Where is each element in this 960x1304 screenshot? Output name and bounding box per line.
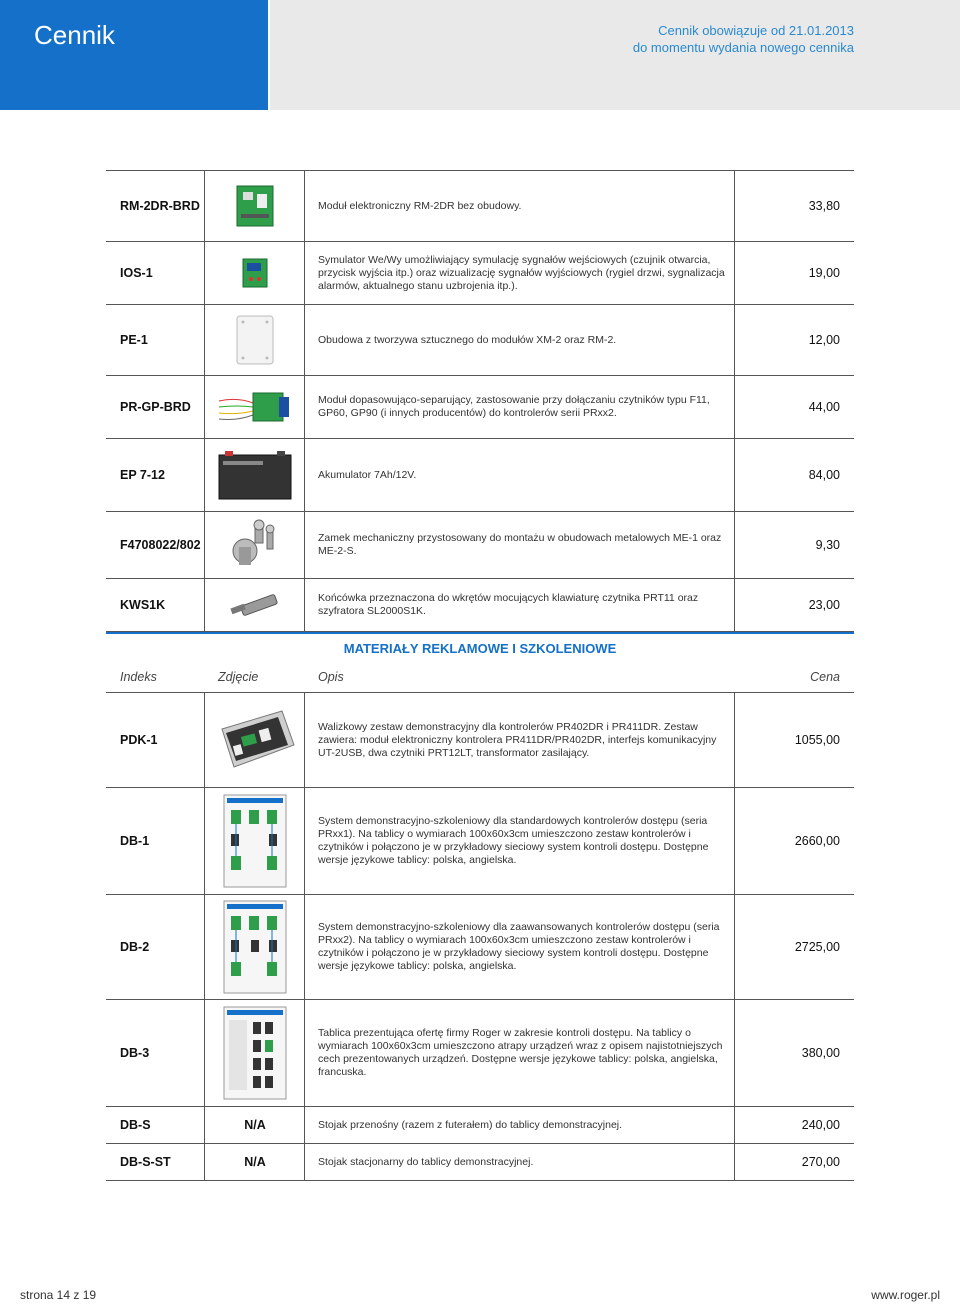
product-description: Zamek mechaniczny przystosowany do montażu w obudowach metalowych ME-1 oraz ME-2-S. <box>318 532 722 557</box>
price-table <box>106 170 854 1181</box>
product-price: 23,00 <box>808 598 840 612</box>
product-photo <box>206 693 304 787</box>
product-price: 1055,00 <box>794 733 840 747</box>
product-photo <box>206 171 304 241</box>
product-index: F4708022/802 <box>120 538 201 552</box>
table-row <box>106 439 854 512</box>
header-validity-panel <box>270 0 960 110</box>
table-row <box>106 170 854 242</box>
product-photo <box>206 579 304 631</box>
product-index: DB-S <box>120 1118 151 1132</box>
product-photo <box>206 376 304 438</box>
product-index: IOS-1 <box>120 266 153 280</box>
column-header-photo: Zdjęcie <box>218 670 259 684</box>
product-price: 12,00 <box>808 333 840 347</box>
product-price: 44,00 <box>808 400 840 414</box>
product-photo-na: N/A <box>244 1155 266 1169</box>
table-row <box>106 895 854 1000</box>
product-index: PE-1 <box>120 333 148 347</box>
product-photo <box>206 895 304 999</box>
page-title: Cennik <box>34 20 115 50</box>
product-index: PR-GP-BRD <box>120 400 191 414</box>
product-price: 33,80 <box>808 199 840 213</box>
product-photo <box>206 788 304 894</box>
product-index: RM-2DR-BRD <box>120 199 200 213</box>
product-price: 380,00 <box>801 1046 840 1060</box>
product-photo <box>206 242 304 304</box>
product-price: 19,00 <box>808 266 840 280</box>
column-headers <box>106 662 854 693</box>
header-title-panel <box>0 0 268 110</box>
product-description: System demonstracyjno-szkoleniowy dla zaawansowanych kontrolerów dostępu (seria PRxx2). Na tablicy o wymiarach 100x60x3cm umieszczono zestaw kontrolerów i czytników i połączono je w przykładowy sieciowy system kontroli dostępu. Dostępne wersje językowe tablicy: polska, angielska. <box>318 921 720 972</box>
product-photo <box>206 512 304 578</box>
table-row <box>106 693 854 788</box>
product-description: Stojak stacjonarny do tablicy demonstracyjnej. <box>318 1155 534 1168</box>
product-description: Obudowa z tworzywa sztucznego do modułów XM-2 oraz RM-2. <box>318 333 617 346</box>
page-number: strona 14 z 19 <box>20 1288 97 1302</box>
product-index: DB-1 <box>120 834 150 848</box>
table-row <box>106 788 854 895</box>
table-row <box>106 1107 854 1144</box>
section-title: MATERIAŁY REKLAMOWE I SZKOLENIOWE <box>106 632 854 662</box>
product-index: PDK-1 <box>120 733 158 747</box>
column-header-index: Indeks <box>120 670 157 684</box>
table-row <box>106 376 854 439</box>
table-row <box>106 1000 854 1107</box>
column-header-desc: Opis <box>318 670 344 684</box>
product-photo <box>206 305 304 375</box>
product-price: 240,00 <box>801 1118 840 1132</box>
column-header-price: Cena <box>810 670 840 684</box>
product-description: Tablica prezentująca ofertę firmy Roger w zakresie kontroli dostępu. Na tablicy o wymiarach 100x60x3cm umieszczono atrapy urządzeń wraz z opisem najistotniejszych cech prezentowanych urządzeń. Dostępne wersje językowe tablicy: polska, angielska, francuska. <box>318 1027 723 1078</box>
product-price: 84,00 <box>808 468 840 482</box>
product-index: EP 7-12 <box>120 468 165 482</box>
footer-url[interactable]: www.roger.pl <box>871 1288 940 1302</box>
product-price: 2660,00 <box>794 834 840 848</box>
table-row <box>106 242 854 305</box>
table-row <box>106 512 854 579</box>
product-index: DB-S-ST <box>120 1155 171 1169</box>
product-price: 9,30 <box>815 538 840 552</box>
product-description: Walizkowy zestaw demonstracyjny dla kontrolerów PR402DR i PR411DR. Zestaw zawiera: moduł elektroniczny kontrolera PR411DR/PR402DR, interfejs komunikacyjny UT-2USB, dwa czytniki PRT12LT, transformator zasilający. <box>318 720 717 759</box>
product-price: 2725,00 <box>794 940 840 954</box>
product-description: Stojak przenośny (razem z futerałem) do tablicy demonstracyjnej. <box>318 1118 623 1131</box>
product-photo <box>206 439 304 511</box>
product-description: Moduł elektroniczny RM-2DR bez obudowy. <box>318 199 522 212</box>
product-photo-na: N/A <box>244 1118 266 1132</box>
product-description: Akumulator 7Ah/12V. <box>318 468 417 481</box>
product-index: DB-2 <box>120 940 150 954</box>
product-description: Symulator We/Wy umożliwiający symulację sygnałów wejściowych (czujnik otwarcia, przycisk wyjścia itp.) oraz wizualizację sygnałów wyjściowych (rygiel drzwi, sygnalizacja alarmów, aktualnego stanu uzbrojenia itp.). <box>318 253 725 292</box>
product-price: 270,00 <box>801 1155 840 1169</box>
product-index: KWS1K <box>120 598 166 612</box>
table-row <box>106 305 854 376</box>
validity-note: Cennik obowiązuje od 21.01.2013 do momentu wydania nowego cennika <box>632 23 854 55</box>
product-photo <box>206 1000 304 1106</box>
table-row <box>106 1144 854 1181</box>
product-description: System demonstracyjno-szkoleniowy dla standardowych kontrolerów dostępu (seria PRxx1). Na tablicy o wymiarach 100x60x3cm umieszczono zestaw kontrolerów i czytników i połączono je w przykładowy sieciowy system kontroli dostępu. Dostępne wersje językowe tablicy: polska, angielska. <box>318 815 709 866</box>
product-index: DB-3 <box>120 1046 150 1060</box>
table-row <box>106 579 854 632</box>
product-description: Moduł dopasowująco-separujący, zastosowanie przy dołączaniu czytników typu F11, GP60, GP90 (i innych producentów) do kontrolerów serii PRxx2. <box>318 394 710 419</box>
product-description: Końcówka przeznaczona do wkrętów mocujących klawiaturę czytnika PRT11 oraz szyfratora SL2000S1K. <box>318 592 699 617</box>
